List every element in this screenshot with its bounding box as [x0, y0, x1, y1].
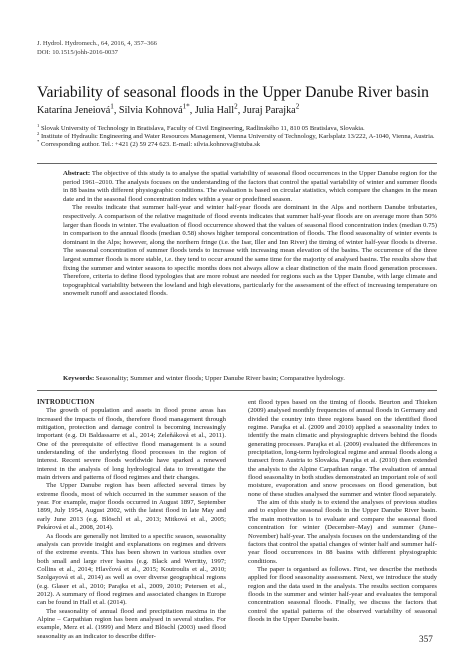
- affiliation-mark: *: [37, 139, 40, 144]
- body-paragraph: The paper is organised as follows. First, we describe the methods applied for flood seasonality assessment. Next, we introduce the study region and the data used in the analysis. The results section compares floods in the summer and winter half-year and evaluates the temporal concentration seasonal floods. Finally, we discuss the factors that control the spatial patterns of the observed variability of seasonal floods in the Upper Danube basin.: [248, 565, 437, 623]
- author-name: Katarína Jeneiová: [37, 105, 111, 116]
- body-paragraph: The Upper Danube region has been affected several times by extreme floods, most of which occurred in the summer season of the year. For example, major floods occurred in August 1897, September 1899, July 1954, August 2002, with the latest flood in late May and early June 2013 (e.g. Blöschl et al., 2013; Mitková et al., 2005; Pekárová et al., 2008, 2014).: [37, 482, 226, 532]
- author-affiliation-mark: 2: [234, 102, 238, 111]
- author-affiliation-mark: 2: [295, 102, 300, 111]
- body-paragraph: ent flood types based on the timing of floods. Beurton and Thieken (2009) analysed monthly frequencies of annual floods in Germany and divided the country into three regions based on the identified flood regime. Parajka et al. (2009 and 2010) applied a seasonality index to identify the main climatic and physiographic drivers behind the floods generating processes. Parajka et al. (2009) evaluated the differences in precipitation, long-term hydrological regime and annual floods along a transect from Austria to Slovakia. Parajka et al. (2010) then extended the analysis to the Alpine Carpathian range. The evaluation of annual flood seasonality in both studies demonstrated an important role of soil moisture, evaporation and snow processes on flood generation, but none of these studies analysed the summer and winter flood separately.: [248, 399, 437, 498]
- author-name: Julia Hall: [194, 105, 235, 116]
- author-affiliation-mark: 1: [110, 102, 114, 111]
- affiliation-text: Slovak University of Technology in Bratislava, Faculty of Civil Engineering, Radlinského 11, 810 05 Bratislava, Slovakia.: [40, 125, 365, 132]
- right-column: [248, 399, 437, 624]
- page-number: 357: [419, 634, 433, 644]
- body-paragraph: As floods are generally not limited to a specific season, seasonality analysis can provide insight and explanations on regimes and drivers of the extreme events. This has been shown in various studies over both small and large river basins (e.g. Black and Werritty, 1997; Collins et al., 2014; Hlavčová et al., 2015; Koutroulis et al., 2010; Szolgayová et al., 2014) as well as over diverse geographical regions (e.g. Glaser et al., 2010; Parajka et al., 2009, 2010; Petersen et al., 2012). A summary of flood regimes and associated changes in Europe can be found in Hall et al. (2014).: [37, 532, 226, 607]
- abstract-paragraph: [63, 170, 437, 204]
- paper-title: Variability of seasonal floods in the Upper Danube River basin: [37, 84, 429, 101]
- keywords-label: Keywords:: [63, 375, 95, 382]
- abstract-text: The objective of this study is to analyse the spatial variability of seasonal flood occurrences in the Upper Danube region for the period 1961–2010. The analysis focuses on the understanding of the factors that control the spatial variability of winter and summer floods in 88 basins with different physiographic conditions. The evaluation is based on circular statistics, which compare the changes in the mean date and in the seasonal flood concentration index within a year or predefined season.: [63, 170, 437, 203]
- body-paragraph: The growth of population and assets in flood prone areas has increased the impacts of floods, therefore flood management through mitigation, protection and damage control is becoming increasingly important (e.g. Di Baldassarre et al., 2014; Zeleňáková et al., 2011). One of the prerequisite of effective flood management is a sound understanding of the underlying flood processes in the region of interest. Recent severe floods worldwide have sparked a renewed interest in the analysis of long hydrological data to investigate the main drivers and patterns of flood regimes and their changes.: [37, 407, 226, 482]
- affiliation-text: Corresponding author. Tel.: +421 (2) 59 274 623. E-mail: silvia.kohnova@stuba.sk: [40, 141, 261, 149]
- affiliation-item: [37, 122, 437, 133]
- left-column: [37, 399, 226, 641]
- affiliations: [37, 122, 437, 149]
- section-heading: INTRODUCTION: [37, 399, 95, 406]
- author-name: Silvia Kohnová: [118, 105, 183, 116]
- keywords-bottom-rule: [37, 390, 437, 391]
- affiliation-text: Institute of Hydraulic Engineering and Water Resources Management, Vienna University of Technology, Karlsplatz 13/222, A-1040, Vienna, Austria.: [40, 133, 435, 141]
- body-paragraph: The aim of this study is to extend the analyses of previous studies and to explore the seasonal floods in the Upper Danube River basin. The main motivation is to evaluate and compare the seasonal flood concentration for winter (December–May) and summer (June–November) half-year. The analysis focuses on the understanding of the factors that control the spatial changes of winter half and summer half-year flood occurrences in 88 basins with different physiographic conditions.: [248, 499, 437, 565]
- body-paragraph: The seasonality of annual flood and precipitation maxima in the Alpine – Carpathian region has been analysed in several studies. For example, Merz et al. (1999) and Merz and Blöschl (2003) used flood seasonality as an indicator to describe differ-: [37, 607, 226, 640]
- abstract-label: Abstract:: [63, 170, 91, 177]
- journal-citation: J. Hydrol. Hydromech., 64, 2016, 4, 357–366: [37, 40, 157, 47]
- author-affiliation-mark: 1*: [182, 102, 190, 111]
- abstract: [63, 170, 437, 299]
- author-list: Katarína Jeneiová$^1$, Silvia Kohnová$^{1*}$, Julia Hall$^2$, Juraj Parajka$^2$: [37, 102, 300, 116]
- journal-doi: DOI: 10.1515/johh-2016-0037: [37, 48, 118, 56]
- affiliation-item: [37, 130, 437, 141]
- abstract-paragraph: The results indicate that summer half-year and winter half-year floods are dominant in the Alps and northern Danube tributaries, respectively. A comparison of the relative magnitude of flood events indicates that summer half-year floods are on average more than 50% larger than floods in winter. The evaluation of flood occurrence showed that the values of seasonal flood concentration index (median 0.75) in comparison to the annual floods (median 0.58) shows higher temporal concentration of floods. The flood seasonality of winter events is dominant in the Alps; however, along the northern fringe (i.e. the Isar, Iller and Inn River) the timing of winter half-year floods is diverse. The seasonal concentration of summer floods tends to increase with increasing mean elevation of the basins. The occurrence of the three largest summer floods is more stable, i.e. they tend to occur around the same time for the majority of analysed basins. The results show that fixing the summer and winter seasons to specific months does not always allow a clear distinction of the main flood generation processes. Therefore, criteria to define flood typologies that are more robust are needed for regions such as the Upper Danube, with large climate and topographical variability between the lowland and high elevations, particularly for the assessment of the effect of increasing temperature on snowmelt runoff and associated floods.: [63, 204, 437, 298]
- author-name: Juraj Parajka: [242, 105, 296, 116]
- corresponding-author: [37, 141, 437, 149]
- affiliation-mark: 2: [37, 130, 40, 136]
- journal-header: [37, 40, 157, 57]
- affiliation-mark: 1: [37, 122, 40, 128]
- keywords-text: Seasonality; Summer and winter floods; Upper Danube River basin; Comparative hydrology.: [95, 375, 345, 382]
- keywords: [63, 375, 437, 384]
- abstract-top-rule: [37, 163, 437, 164]
